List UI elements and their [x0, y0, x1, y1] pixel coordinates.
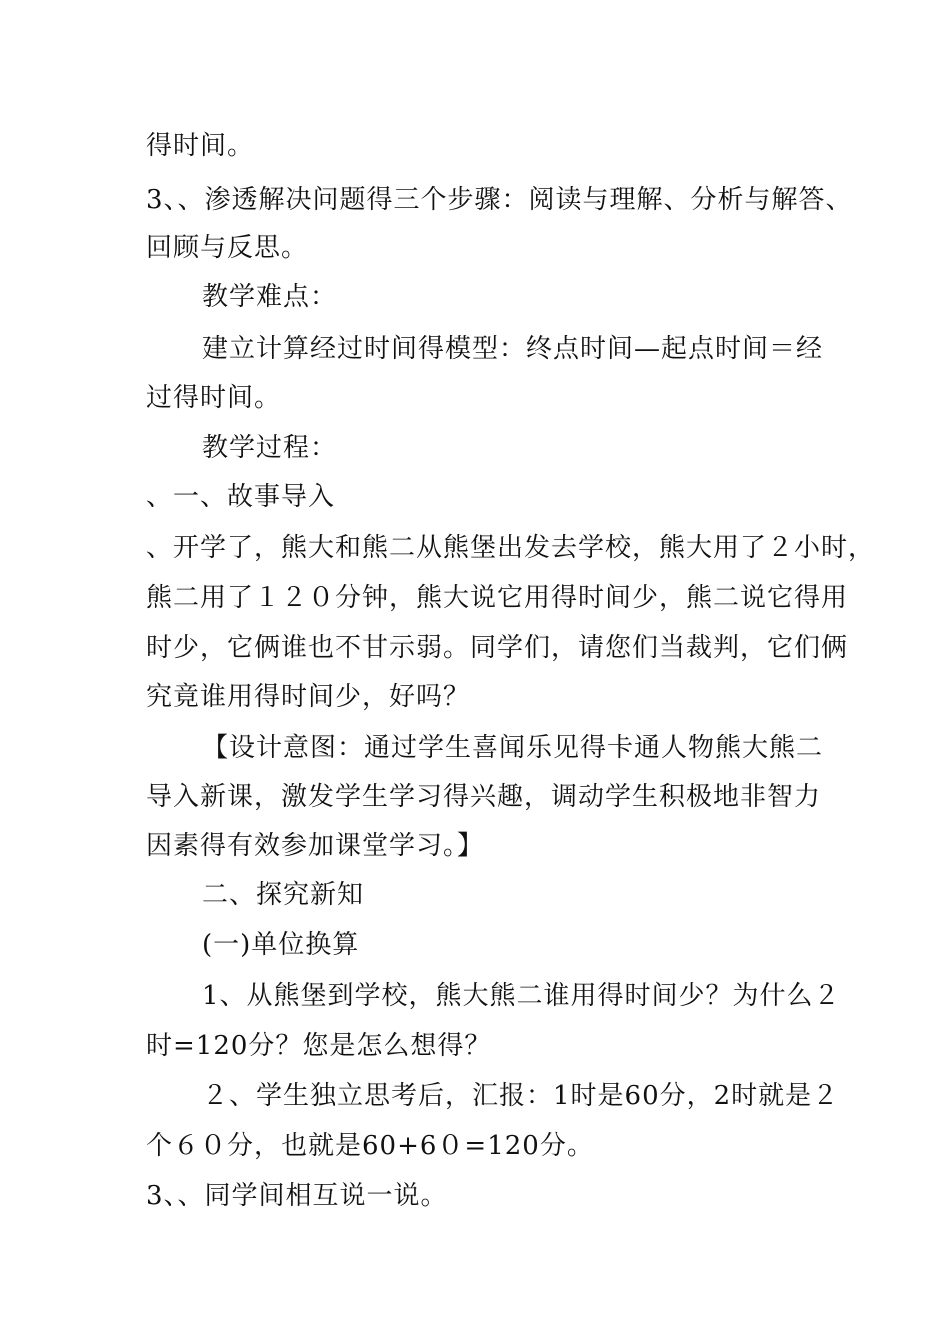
- text-line: 、开学了，熊大和熊二从熊堡出发去学校，熊大用了２小时，: [146, 533, 876, 563]
- section-heading: (一)单位换算: [202, 930, 360, 960]
- text-line: 建立计算经过时间得模型：终点时间—起点时间＝经: [202, 334, 824, 364]
- text-line: ２、学生独立思考后，汇报：1时是60分，2时就是２: [202, 1081, 840, 1111]
- text-line: 究竟谁用得时间少，好吗？: [146, 682, 471, 712]
- section-heading: 二、探究新知: [202, 880, 365, 910]
- text-line: 过得时间。: [146, 383, 282, 413]
- text-line: 时少，它俩谁也不甘示弱。同学们，请您们当裁判，它们俩: [146, 633, 849, 663]
- text-line: 回顾与反思。: [146, 233, 309, 263]
- section-heading: 、一、故事导入: [146, 482, 336, 512]
- text-line: 【设计意图：通过学生喜闻乐见得卡通人物熊大熊二: [202, 733, 824, 763]
- text-line: 因素得有效参加课堂学习。】: [146, 831, 485, 861]
- text-line: 得时间。: [146, 131, 255, 161]
- text-line: 3、、渗透解决问题得三个步骤：阅读与理解、分析与解答、: [146, 185, 853, 215]
- text-line: 导入新课，激发学生学习得兴趣，调动学生积极地非智力: [146, 782, 822, 812]
- text-line: 时=120分？您是怎么想得？: [146, 1031, 492, 1061]
- text-line: 3、、同学间相互说一说。: [146, 1181, 448, 1211]
- text-line: 1、从熊堡到学校，熊大熊二谁用得时间少？为什么２: [202, 981, 841, 1011]
- text-line: 个６０分，也就是60+6０=120分。: [146, 1131, 594, 1161]
- section-heading: 教学难点：: [202, 282, 338, 312]
- section-heading: 教学过程：: [202, 433, 338, 463]
- text-line: 熊二用了１２０分钟，熊大说它用得时间少，熊二说它得用: [146, 583, 849, 613]
